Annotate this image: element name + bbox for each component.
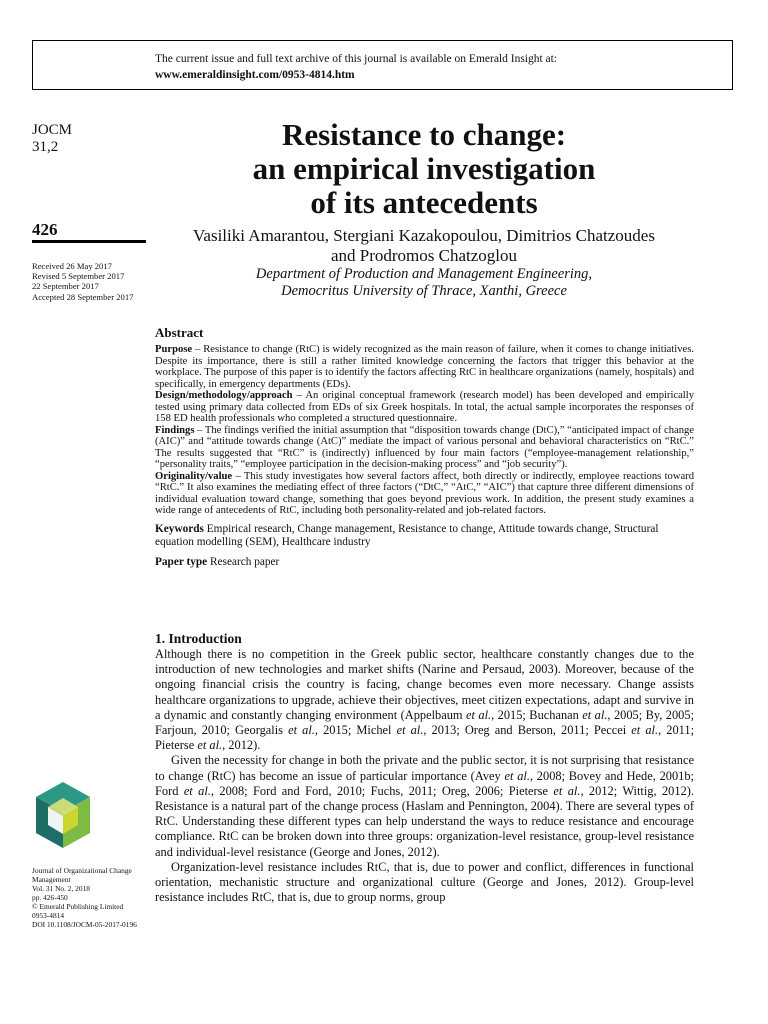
emerald-logo-icon	[32, 780, 94, 850]
date-accepted: Accepted 28 September 2017	[32, 291, 134, 302]
intro-paragraph-3: Organization-level resistance includes RtC, that is, due to power and conflict, differences in functional orientation, mechanistic structure and organizational culture (George and Jones, 2012). Group-level resistance includes RtC, that is, due to group norms, group	[155, 859, 694, 905]
intro-paragraph-1: Although there is no competition in the Greek public sector, healthcare constantly changes due to the introduction of new technologies and market shifts (Narine and Persaud, 2003). Moreover, because of the ongoing financial crisis the country is facing, change becomes even more necessary. Change assists healthcare organizations to upgrade, achieve their objectives, meet citizen expectations, adapt and survive in a dynamic and constantly changing environment (Appelbaum et al., 2015; Buchanan et al., 2005; By, 2005; Farjoun, 2010; Georgalis et al., 2015; Michel et al., 2013; Oreg and Berson, 2011; Peccei et al., 2011; Pieterse et al., 2012).	[155, 647, 695, 753]
date-received: Received 26 May 2017	[32, 261, 112, 271]
journal-volume: 31,2	[32, 139, 59, 155]
journal-doi[interactable]: DOI 10.1108/JOCM-05-2017-0196	[32, 920, 137, 929]
journal-issn: 0953-4814	[32, 911, 65, 920]
paper-type-text: Research paper	[207, 555, 280, 568]
journal-publication-info	[32, 866, 150, 929]
design-label: Design/methodology/approach	[155, 390, 293, 401]
abstract-design	[155, 390, 694, 425]
paper-type-label: Paper type	[155, 555, 208, 568]
paper-type	[155, 556, 694, 570]
authors-line-2: and Prodromos Chatzoglou	[330, 246, 518, 265]
abstract-section	[155, 325, 694, 569]
keywords	[155, 523, 694, 550]
originality-text: – This study investigates how several factors affect, both directly or indirectly, employee reactions toward “RtC.” It also examines the mediating effect of three factors (“DtC,” “AtC,” “AIC”) that capture three different dimensions of individual evaluation toward change, something that goes beyond previous work. In addition, the present study examines a wide range of antecedents of RtC, including both personality-related and job-related factors.	[155, 470, 694, 516]
title-line-2: an empirical investigation	[252, 151, 596, 186]
journal-publisher: © Emerald Publishing Limited	[32, 902, 124, 911]
page-number: 426	[32, 220, 58, 239]
purpose-label: Purpose	[155, 344, 193, 355]
journal-name: Journal of Organizational Change Management	[32, 866, 132, 884]
journal-code	[32, 122, 72, 156]
findings-label: Findings	[155, 424, 195, 436]
journal-volume-issue: Vol. 31 No. 2, 2018	[32, 884, 90, 893]
article-dates	[32, 261, 133, 302]
affiliation-line-2: Democritus University of Thrace, Xanthi, Greece	[281, 283, 567, 299]
title-line-1: Resistance to change:	[281, 117, 567, 152]
abstract-heading: Abstract	[155, 325, 204, 340]
access-notice-url[interactable]: www.emeraldinsight.com/0953-4814.htm	[155, 69, 355, 81]
journal-abbreviation: JOCM	[32, 122, 73, 138]
affiliation-line-1: Department of Production and Management Engineering,	[255, 266, 593, 282]
title-line-3: of its antecedents	[310, 185, 538, 220]
purpose-text: – Resistance to change (RtC) is widely recognized as the main reason of failure, when it comes to change initiatives. Despite its importance, there is still a rather limited knowledge concerning the factors that trigger this behavior at the workplace. The purpose of this paper is to identify the factors affecting RtC in healthcare organizations (namely, hospitals) and specifically, in emergency departments (EDs).	[155, 344, 694, 390]
access-notice-text: The current issue and full text archive of this journal is available on Emerald Insight at:	[155, 53, 558, 65]
keywords-label: Keywords	[155, 522, 204, 535]
design-text: – An original conceptual framework (research model) has been developed and empirically tested using primary data collected from EDs of six Greek hospitals. In total, the actual sample incorporates the responses of 158 ED health professionals who completed a structured questionnaire.	[155, 390, 694, 424]
journal-access-notice	[32, 40, 733, 90]
keywords-text: Empirical research, Change management, Resistance to change, Attitude towards change, Structural equation modelling (SEM), Healthcare industry	[155, 522, 659, 549]
journal-pages: pp. 426-450	[32, 893, 68, 902]
originality-label: Originality/value	[155, 470, 233, 482]
date-revised: Revised 5 September 2017	[32, 271, 125, 282]
article-title	[150, 118, 698, 220]
abstract-findings	[155, 425, 694, 471]
intro-paragraph-2: Given the necessity for change in both the private and the public sector, it is not surprising that resistance to change (RtC) has become an issue of particular importance (Avey et al., 2008; Bovey and Hede, 2001b; Ford et al., 2008; Ford and Ford, 2010; Fuchs, 2011; Oreg, 2006; Pieterse et al., 2012; Wittig, 2012). Resistance is a natural part of the change process (Haslam and Pennington, 2004). There are several types of RtC. Understanding these different types can help understand the ways to reduce resistance and encourage compliance. RtC can be broken down into three groups: organization-level resistance, group-level resistance and individual-level resistance (George and Jones, 2012).	[155, 753, 694, 859]
abstract-originality	[155, 471, 694, 517]
authors-line-1: Vasiliki Amarantou, Stergiani Kazakopoulou, Dimitrios Chatzoudes	[193, 226, 655, 245]
date-revised-2: 22 September 2017	[32, 281, 99, 292]
introduction-heading: 1. Introduction	[155, 631, 242, 646]
page-number-rule	[32, 240, 146, 243]
findings-text: – The findings verified the initial assumption that “disposition towards change (DtC),” “anticipated impact of change (AIC)” and “attitude towards change (AtC)” mediate the impact of various personal and behavioral characteristics on “RtC.” The results suggested that “RtC” is (indirectly) influenced by four main factors (“employee-management relationship,” “personality traits,” “employee participation in the decision-making process” and “job security”).	[155, 424, 694, 470]
article-authors	[150, 226, 698, 266]
introduction-section	[155, 630, 694, 905]
abstract-purpose	[155, 344, 694, 390]
author-affiliation	[150, 266, 698, 300]
